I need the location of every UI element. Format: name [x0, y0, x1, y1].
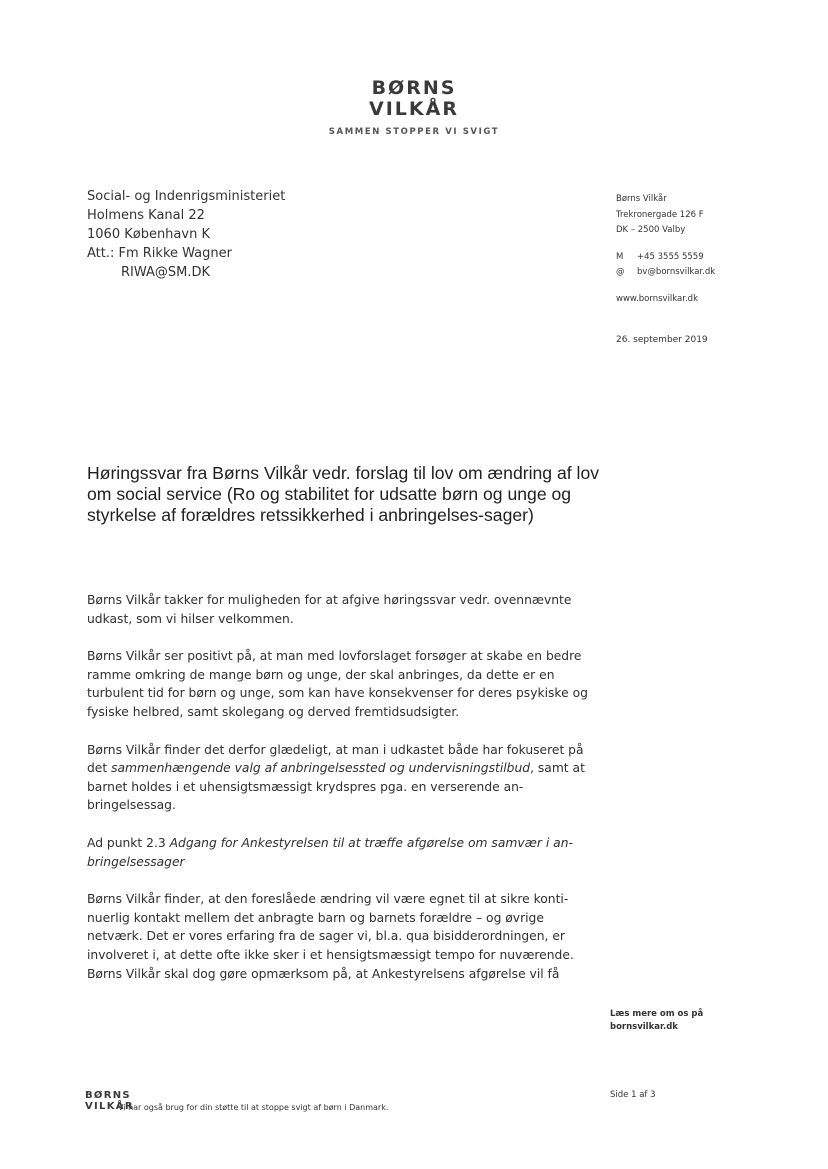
- body-paragraph-1: Børns Vilkår takker for muligheden for at afgive høringssvar vedr. ovennævnte udkast, som vi hilser velkommen.: [87, 593, 572, 626]
- recipient-email: RIWA@SM.DK: [121, 265, 211, 280]
- letter-heading: Høringssvar fra Børns Vilkår vedr. forslag til lov om ændring af lov om social service (Ro og stabilitet for udsatte børn og unge og styrkelse af forældres retssikkerhed i anbringelses-sager): [87, 463, 600, 525]
- body-paragraph-2: Børns Vilkår ser positivt på, at man med lovforslaget forsøger at skabe en bedre ramme omkring de mange børn og unge, der skal anbringes, da dette er en turbulent tid for børn og unge, som kan have konsekvenser for deres psykiske og fysiske helbred, samt skolegang og derved fremtidsudsigter.: [87, 649, 588, 719]
- footer-logo-line-2: VILKÅR: [85, 1101, 134, 1112]
- section-title: Ad punkt 2.3 Adgang for Ankestyrelsen til at træffe afgørelse om samvær i an-bringelsessager: [87, 835, 573, 869]
- at-icon: @: [616, 267, 625, 277]
- phone-label: M: [616, 251, 624, 262]
- recipient-line: Social- og Indenrigsministeriet: [87, 189, 286, 204]
- read-more-link: bornsvilkar.dk: [610, 1021, 678, 1032]
- section-title-emphasis: Adgang for Ankestyrelsen til at træffe afgørelse om samvær i an-bringelsessager: [87, 835, 573, 869]
- read-more-note: [610, 1008, 703, 1033]
- recipient-line: 1060 København K: [87, 227, 210, 242]
- page-number: Side 1 af 3: [610, 1090, 656, 1100]
- letter-date: 26. september 2019: [616, 335, 708, 345]
- sender-website: www.bornsvilkar.dk: [616, 293, 699, 304]
- sender-contact: [616, 192, 715, 307]
- recipient-address: [87, 187, 285, 282]
- footer-text: Vi har også brug for din støtte til at stoppe svigt af børn i Danmark.: [118, 1103, 389, 1112]
- sender-email-row: [616, 265, 715, 281]
- sender-phone: +45 3555 5559: [637, 251, 704, 262]
- sender-phone-row: [616, 250, 715, 266]
- logo-line-1: BØRNS: [371, 77, 457, 99]
- recipient-line: Att.: Fm Rikke Wagner: [87, 246, 232, 261]
- recipient-line: Holmens Kanal 22: [87, 208, 205, 223]
- letterhead-logo: [0, 78, 828, 120]
- body-paragraph-5: Børns Vilkår finder, at den foreslåede ændring vil være egnet til at sikre konti-nuerlig kontakt mellem det anbragte barn og barnets forældre – og øvrige netværk. Det er vores erfaring fra de sager vi, bl.a. qua bisidderordningen, er involveret i, at dette ofte ikke sker i et hensigtsmæssigt tempo for nuværende. Børns Vilkår skal dog gøre opmærksom på, at Ankestyrelsens afgørelse vil få: [87, 892, 574, 981]
- logo-tagline: SAMMEN STOPPER VI SVIGT: [328, 127, 500, 137]
- body-paragraph-3: Børns Vilkår finder det derfor glædeligt, at man i udkastet både har fokuseret på det sammenhængende valg af anbringelsessted og undervisningstilbud, samt at barnet holdes i et uhensigtsmæssigt krydspres pga. en verserende an-bringelsessag.: [87, 742, 585, 813]
- logo-line-2: VILKÅR: [369, 98, 459, 120]
- read-more-line: Læs mere om os på: [610, 1009, 704, 1019]
- sender-city: DK – 2500 Valby: [616, 225, 686, 235]
- emphasis-text: sammenhængende valg af anbringelsessted og undervisningstilbud: [111, 761, 531, 776]
- sender-name: Børns Vilkår: [616, 194, 667, 204]
- footer-logo-line-1: BØRNS: [85, 1090, 131, 1101]
- sender-street: Trekronergade 126 F: [616, 209, 704, 220]
- letter-body: [87, 591, 597, 1002]
- sender-email: bv@bornsvilkar.dk: [637, 267, 716, 277]
